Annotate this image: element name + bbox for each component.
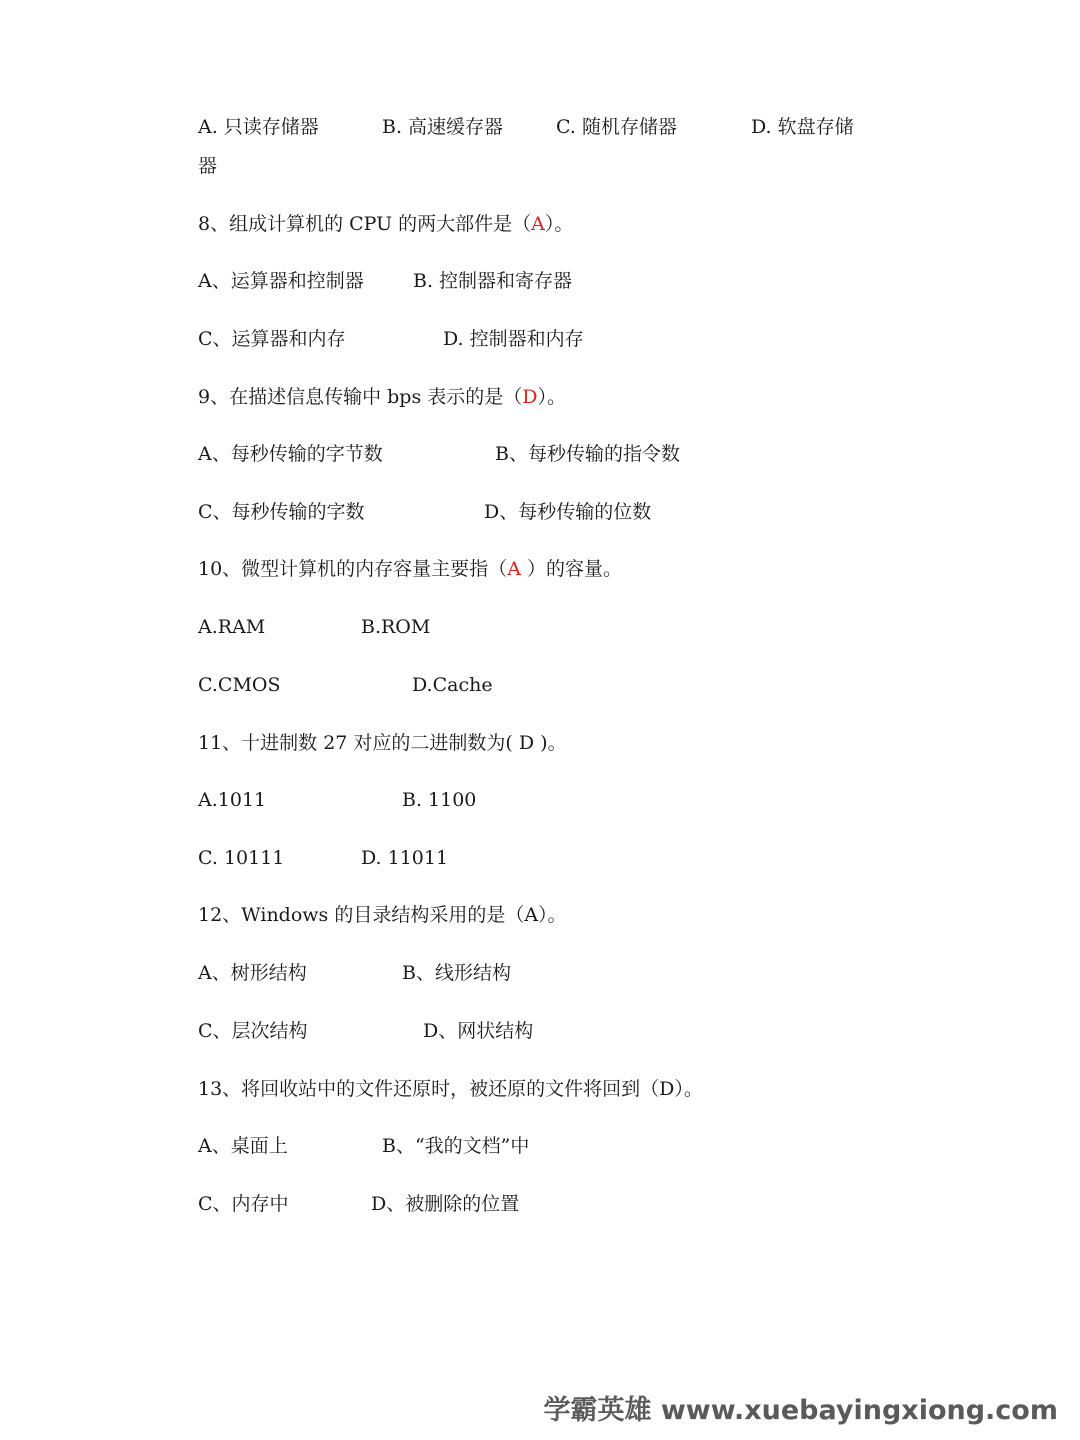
q9-option-d: D、每秒传输的位数 [484, 501, 652, 523]
q11-option-d: D. 11011 [361, 847, 449, 869]
q11-option-c: C. 10111 [198, 847, 285, 869]
q7-option-d-wrap: 器 [198, 155, 218, 177]
q7-option-d: D. 软盘存储 [751, 116, 854, 138]
q11-option-b: B. 1100 [402, 789, 477, 811]
q8-option-a: A、运算器和控制器 [198, 270, 364, 292]
q11-stem: 11、十进制数 27 对应的二进制数为( D )。 [198, 732, 567, 754]
q8-answer: A [531, 213, 545, 235]
q7-option-b: B. 高速缓存器 [382, 116, 504, 138]
q12-option-a: A、树形结构 [198, 962, 307, 984]
q13-option-a: A、桌面上 [198, 1135, 288, 1157]
q10-option-b: B.ROM [361, 616, 431, 638]
q9-stem-pre: 9、在描述信息传输中 bps 表示的是（ [198, 386, 523, 408]
q8-option-c: C、运算器和内存 [198, 328, 346, 350]
q13-option-c: C、内存中 [198, 1193, 289, 1215]
q9-option-b: B、每秒传输的指令数 [495, 443, 680, 465]
q13-option-d: D、被删除的位置 [371, 1193, 520, 1215]
q10-option-c: C.CMOS [198, 674, 281, 696]
q7-option-a: A. 只读存储器 [198, 116, 319, 138]
q11-option-a: A.1011 [198, 789, 267, 811]
q7-option-c: C. 随机存储器 [556, 116, 677, 138]
q10-answer: A [507, 558, 521, 580]
q10-option-a: A.RAM [198, 616, 266, 638]
q13-option-b: B、“我的文档”中 [382, 1135, 530, 1157]
q12-option-d: D、网状结构 [423, 1020, 534, 1042]
q10-stem-pre: 10、微型计算机的内存容量主要指（ [198, 558, 508, 580]
q12-stem: 12、Windows 的目录结构采用的是（A）。 [198, 904, 567, 926]
q12-option-b: B、线形结构 [402, 962, 511, 984]
q13-stem: 13、将回收站中的文件还原时，被还原的文件将回到（D）。 [198, 1078, 703, 1100]
q9-option-c: C、每秒传输的字数 [198, 501, 365, 523]
q8-stem-pre: 8、组成计算机的 CPU 的两大部件是（ [198, 213, 532, 235]
q8-option-b: B. 控制器和寄存器 [413, 270, 573, 292]
q9-answer: D [522, 386, 538, 408]
q10-stem [198, 557, 622, 581]
q8-stem [198, 212, 573, 236]
q9-stem [198, 385, 566, 409]
q10-option-d: D.Cache [412, 674, 493, 696]
q8-stem-post: ）。 [544, 213, 574, 235]
footer-watermark: 学霸英雄 www.xuebayingxiong.com [543, 1395, 1058, 1426]
q10-stem-post: ）的容量。 [520, 558, 622, 580]
q9-option-a: A、每秒传输的字节数 [198, 443, 383, 465]
q9-stem-post: ）。 [537, 386, 566, 408]
q8-option-d: D. 控制器和内存 [443, 328, 584, 350]
q12-option-c: C、层次结构 [198, 1020, 308, 1042]
